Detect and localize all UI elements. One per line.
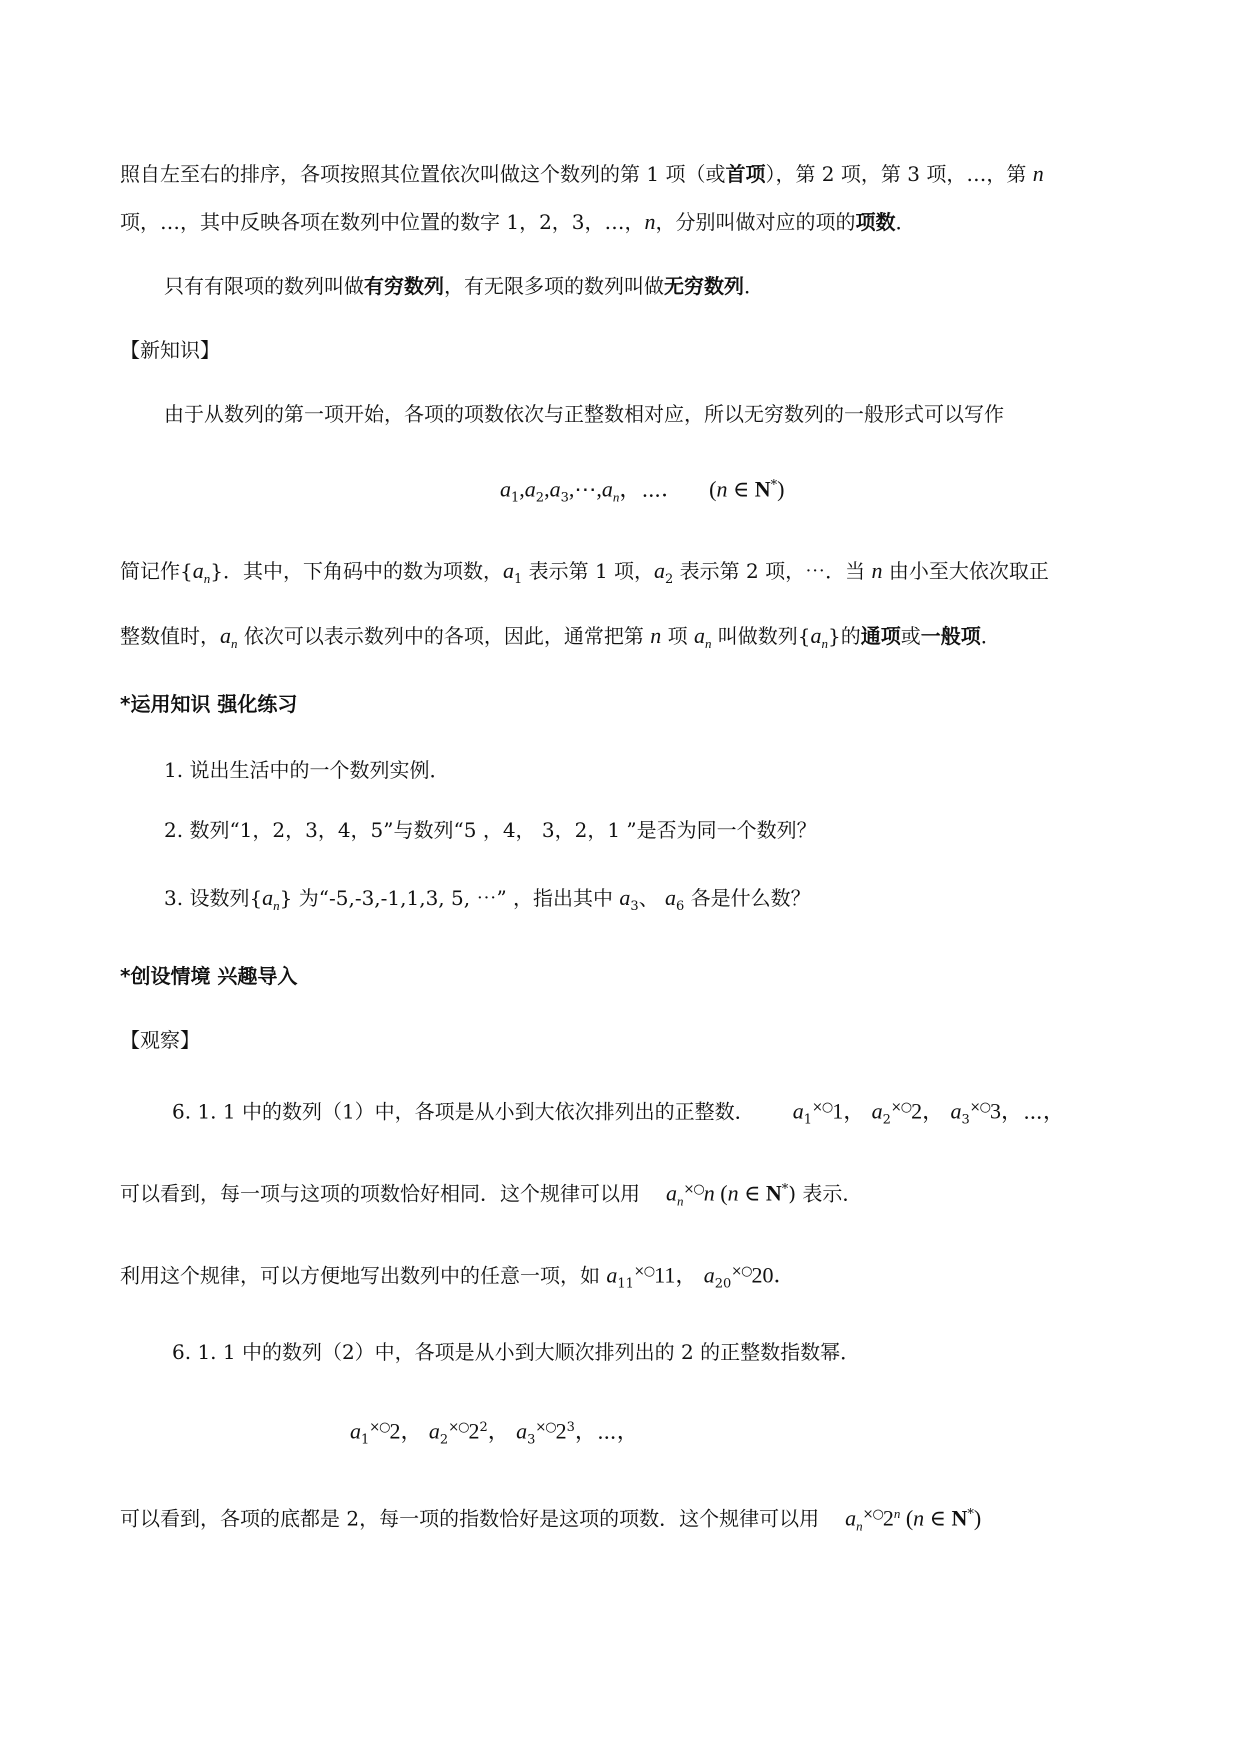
text: 叫做数列{ bbox=[711, 624, 811, 648]
equals-glyph: ×○ bbox=[731, 1264, 752, 1279]
subscript: n bbox=[677, 1193, 684, 1209]
math-value: 2 bbox=[882, 1505, 894, 1531]
math-set: N bbox=[765, 1180, 782, 1206]
equals-glyph: ×○ bbox=[890, 1100, 912, 1115]
math-var: a bbox=[666, 1180, 677, 1206]
superscript: n bbox=[893, 1506, 901, 1521]
text: 各是什么数？ bbox=[684, 886, 811, 910]
math-paren: ( bbox=[709, 476, 717, 502]
math-value: 2， bbox=[911, 1098, 945, 1124]
math-var: a bbox=[810, 623, 822, 648]
term-index: 项数 bbox=[855, 210, 896, 234]
math-value: 3，⋯， bbox=[990, 1098, 1065, 1124]
section-heading-practice: *运用知识 强化练习 bbox=[120, 692, 298, 716]
math-var: a bbox=[262, 885, 274, 910]
text: 照自左至右的排序，各项按照其位置依次叫做这个数列的第 1 项（或 bbox=[120, 162, 726, 186]
math-var: n bbox=[1032, 161, 1044, 186]
math-var: a bbox=[950, 1098, 962, 1124]
math-symbol: ∈ bbox=[727, 476, 755, 502]
text: 只有有限项的数列叫做 bbox=[164, 274, 364, 298]
math-symbol: ∈ bbox=[738, 1180, 766, 1206]
subscript: n bbox=[612, 489, 620, 505]
equals-glyph: ×○ bbox=[633, 1264, 655, 1279]
exercise-item: 2. 数列“1，2，3，4，5”与数列“5 ，4， 3，2，1 ”是否为同一个数列？ bbox=[164, 818, 817, 842]
math-var: n bbox=[716, 476, 728, 502]
text: ，分别叫做对应的项的 bbox=[655, 210, 856, 234]
subscript: n bbox=[231, 636, 238, 651]
text: 项 bbox=[661, 624, 694, 648]
paragraph-line: 6. 1. 1 中的数列（2）中，各项是从小到大顺次排列出的 2 的正整数指数幂． bbox=[172, 1340, 861, 1364]
paragraph-line bbox=[120, 1258, 796, 1299]
text: ) 表示． bbox=[788, 1181, 863, 1206]
math-var: n bbox=[650, 623, 662, 648]
math-paren: ) bbox=[973, 1505, 982, 1531]
math-var: n bbox=[871, 558, 883, 583]
formula-general-form: $a_1,a_2,a_3,\cdots,a_n$，⋯． (n ∈ N*) bbox=[500, 476, 785, 506]
term-general-term: 通项 bbox=[860, 624, 901, 648]
math-var: a bbox=[601, 476, 613, 502]
subscript: 3 bbox=[961, 1112, 970, 1128]
text: 3. 设数列{ bbox=[164, 886, 263, 910]
paragraph-line bbox=[120, 622, 1001, 658]
section-label-new-knowledge: 【新知识】 bbox=[120, 338, 220, 362]
subscript: 2 bbox=[665, 572, 674, 587]
math-value: 2 bbox=[468, 1418, 480, 1444]
math-set: N bbox=[754, 476, 771, 502]
math-text: ，⋯， bbox=[574, 1418, 639, 1444]
text: 或 bbox=[900, 624, 921, 648]
paragraph-line bbox=[120, 1500, 981, 1541]
term-finite-sequence: 有穷数列 bbox=[364, 274, 444, 298]
equals-glyph: ×○ bbox=[811, 1100, 833, 1115]
math-value: 20． bbox=[751, 1262, 796, 1288]
text: 依次可以表示数列中的各项，因此，通常把第 bbox=[237, 624, 651, 648]
subscript: n bbox=[856, 1518, 863, 1534]
text: 表示第 2 项，⋯．当 bbox=[673, 559, 872, 583]
math-var: a bbox=[350, 1418, 361, 1444]
subscript: n bbox=[704, 636, 712, 651]
math-var: a bbox=[428, 1418, 440, 1444]
text: 由小至大依次取正 bbox=[882, 559, 1049, 583]
term-general-item: 一般项 bbox=[920, 624, 981, 648]
subscript: n bbox=[273, 898, 280, 913]
text: 、 bbox=[638, 886, 666, 910]
paragraph-line bbox=[120, 557, 1049, 594]
subscript: 1 bbox=[361, 1432, 370, 1448]
text: 简记作{ bbox=[120, 559, 193, 583]
paragraph-line bbox=[172, 1094, 1065, 1135]
text: ，有无限多项的数列叫做 bbox=[444, 274, 664, 298]
math-var: a bbox=[792, 1098, 804, 1124]
subscript: 2 bbox=[535, 490, 545, 506]
subscript: 1 bbox=[511, 490, 520, 506]
subscript: 20 bbox=[714, 1276, 732, 1292]
subscript: 6 bbox=[676, 899, 685, 914]
math-var: a bbox=[703, 1262, 715, 1288]
text: 项，…，其中反映各项在数列中位置的数字 1，2，3，…， bbox=[120, 210, 645, 234]
text: 整数值时， bbox=[120, 624, 220, 648]
math-var: a bbox=[516, 1418, 528, 1444]
equals-glyph: ×○ bbox=[448, 1420, 469, 1435]
math-var: a bbox=[500, 476, 511, 502]
text: }．其中，下角码中的数为项数， bbox=[210, 559, 503, 583]
text: ． bbox=[744, 274, 764, 298]
math-var: a bbox=[619, 885, 631, 910]
subscript: 2 bbox=[882, 1112, 891, 1128]
subscript: 3 bbox=[630, 899, 639, 914]
superscript: 3 bbox=[566, 1420, 575, 1435]
math-var: n bbox=[703, 1180, 715, 1206]
math-text: ，⋯． bbox=[619, 476, 684, 502]
subscript: 2 bbox=[439, 1432, 449, 1448]
text: ），第 2 项，第 3 项，…，第 bbox=[765, 162, 1033, 186]
paragraph-line bbox=[120, 160, 1044, 188]
math-dots: ⋯ bbox=[574, 476, 597, 502]
text: } 为“-5,-3,-1,1,3, 5, ⋯” ，指出其中 bbox=[279, 886, 620, 910]
math-value: 2 bbox=[555, 1418, 567, 1444]
math-paren: ( bbox=[714, 1180, 728, 1206]
math-value: 11， bbox=[654, 1262, 698, 1288]
formula-powers-of-two bbox=[350, 1414, 639, 1455]
math-var: n bbox=[644, 209, 656, 234]
math-var: a bbox=[606, 1262, 618, 1288]
math-var: a bbox=[871, 1098, 883, 1124]
term-infinite-sequence: 无穷数列 bbox=[664, 274, 744, 298]
text: 6. 1. 1 中的数列（1）中，各项是从小到大依次排列出的正整数． bbox=[172, 1099, 755, 1124]
exercise-item bbox=[164, 884, 811, 921]
math-var: n bbox=[913, 1505, 925, 1531]
math-text: ， bbox=[487, 1418, 510, 1444]
math-var: a bbox=[693, 623, 705, 648]
paragraph-line bbox=[120, 1176, 862, 1216]
equals-glyph: ×○ bbox=[969, 1100, 991, 1115]
equals-glyph: ×○ bbox=[683, 1182, 704, 1197]
superscript: * bbox=[781, 1182, 789, 1197]
text: 利用这个规律，可以方便地写出数列中的任意一项，如 bbox=[120, 1263, 607, 1288]
paragraph-line bbox=[164, 272, 764, 300]
math-var: a bbox=[845, 1505, 857, 1531]
math-value: 2， bbox=[389, 1418, 423, 1444]
math-var: a bbox=[524, 476, 536, 502]
math-var: a bbox=[192, 558, 204, 583]
math-symbol: ∈ bbox=[924, 1505, 952, 1531]
subscript: n bbox=[203, 571, 211, 586]
math-var: a bbox=[549, 476, 561, 502]
math-set: N bbox=[951, 1505, 968, 1531]
section-label-observe: 【观察】 bbox=[120, 1028, 200, 1052]
text: 可以看到，各项的底都是 2，每一项的指数恰好是这项的项数．这个规律可以用 bbox=[120, 1506, 820, 1531]
equals-glyph: ×○ bbox=[369, 1420, 390, 1435]
term-first-term: 首项 bbox=[725, 162, 766, 186]
math-var: a bbox=[654, 558, 666, 583]
math-var: n bbox=[727, 1180, 739, 1206]
paragraph-line bbox=[120, 208, 916, 236]
text: ． bbox=[895, 210, 916, 234]
equals-glyph: ×○ bbox=[535, 1420, 556, 1435]
subscript: 11 bbox=[617, 1276, 634, 1292]
superscript: * bbox=[967, 1507, 974, 1522]
math-var: a bbox=[220, 623, 231, 648]
subscript: n bbox=[821, 636, 829, 651]
text: 可以看到，每一项与这项的项数恰好相同．这个规律可以用 bbox=[120, 1181, 640, 1206]
math-var: a bbox=[665, 885, 677, 910]
math-paren: ( bbox=[900, 1505, 914, 1531]
math-var: a bbox=[502, 558, 514, 583]
subscript: 1 bbox=[803, 1112, 812, 1128]
superscript: 2 bbox=[479, 1420, 488, 1435]
paragraph-line: 由于从数列的第一项开始，各项的项数依次与正整数相对应，所以无穷数列的一般形式可以写作 bbox=[164, 402, 1004, 426]
exercise-item: 1. 说出生活中的一个数列实例． bbox=[164, 758, 450, 782]
subscript: 3 bbox=[560, 490, 569, 506]
math-paren: ) bbox=[777, 476, 785, 502]
text: }的 bbox=[828, 624, 861, 648]
superscript: * bbox=[770, 478, 778, 493]
section-heading-scenario: *创设情境 兴趣导入 bbox=[120, 964, 298, 988]
text: 表示第 1 项， bbox=[522, 559, 655, 583]
text: ． bbox=[980, 624, 1001, 648]
math-value: 1， bbox=[832, 1098, 866, 1124]
subscript: 1 bbox=[513, 572, 523, 587]
equals-glyph: ×○ bbox=[862, 1507, 883, 1522]
subscript: 3 bbox=[527, 1432, 536, 1448]
